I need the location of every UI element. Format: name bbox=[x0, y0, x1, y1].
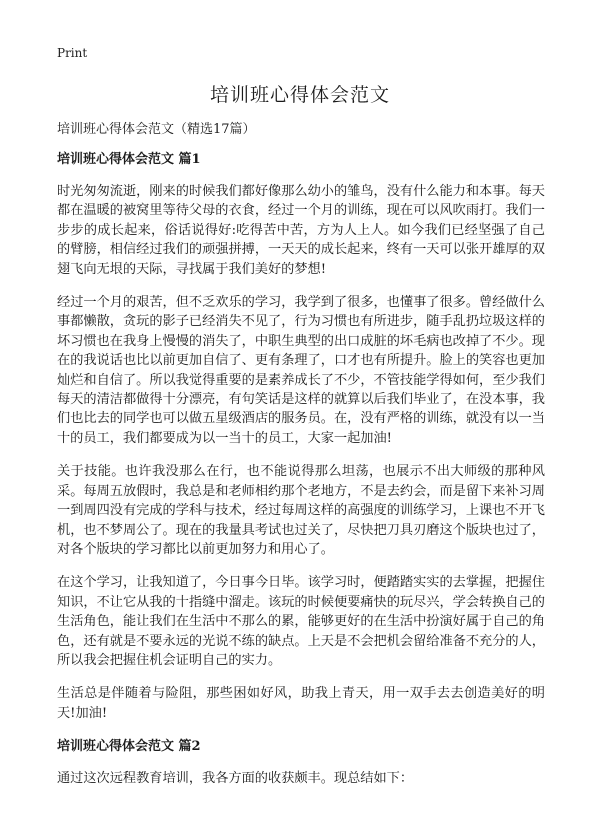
section-1-paragraph-5: 生活总是伴随着与险阻，那些困如好风，助我上青天，用一双手去去创造美好的明天!加油! bbox=[57, 686, 545, 721]
document-title: 培训班心得体会范文 bbox=[209, 84, 390, 106]
section-1-paragraph-1: 时光匆匆流逝，刚来的时候我们都好像那么幼小的雏鸟，没有什么能力和本事。每天都在温暖的被窝里等待父母的衣食，经过一个月的训练，现在可以风吹雨打。我们一步步的成长起来，俗话说得好:吃得苦中苦，方为人上人。如今我们已经坚强了自己的臂膀，相信经过我们的顽强拼搏，一天天的成长起来，终有一天可以张开雄厚的双翅飞向无垠的天际，寻找属于我们美好的梦想! bbox=[57, 184, 545, 277]
section-1-paragraph-2: 经过一个月的艰苦，但不乏欢乐的学习，我学到了很多，也懂事了很多。曾经做什么事都懒散，贪玩的影子已经消失不见了，行为习惯也有所进步，随手乱扔垃圾这样的坏习惯也在我身上慢慢的消失了，中职生典型的出口成脏的坏毛病也改掉了不少。现在的我说话也比以前更加自信了、更有条理了，口才也有所提升。脸上的笑容也更加灿烂和自信了。所以我觉得重要的是素养成长了不少，不管技能学得如何，至少我们每天的清洁都做得十分漂亮，有句笑话是这样的就算以后我们毕业了，在没本事，我们也比去的同学也可以做五星级酒店的服务员。在，没有严格的训练，就没有以一当十的员工，我们都要成为以一当十的员工，大家一起加油! bbox=[57, 295, 545, 446]
document-subtitle: 培训班心得体会范文（精选17篇） bbox=[57, 122, 256, 137]
section-1-paragraph-4: 在这个学习，让我知道了，今日事今日毕。该学习时，便踏踏实实的去掌握，把握住知识，不让它从我的十指缝中溜走。该玩的时候便要痛快的玩尽兴，学会转换自己的生活角色，能让我们在生活中不那么的累，能够更好的在生活中扮演好属于自己的角色，还有就是不要永远的光说不练的缺点。上天是不会把机会留给准备不充分的人，所以我会把握住机会证明自己的实力。 bbox=[57, 575, 545, 668]
section-heading-2: 培训班心得体会范文 篇2 bbox=[57, 739, 201, 755]
section-heading-1: 培训班心得体会范文 篇1 bbox=[57, 152, 201, 167]
section-1-paragraph-3: 关于技能。也许我没那么在行，也不能说得那么坦荡，也展示不出大师级的那种风采。每周五放假时，我总是和老师相约那个老地方，不是去约会，而是留下来补习周一到周四没有完成的学科与技术，经过每周这样的高强度的训练学习，上课也不开飞机，也不梦周公了。现在的我量具考试也过关了，尽快把刀具刃磨这个版块也过了，对各个版块的学习都比以前更加努力和用心了。 bbox=[57, 464, 545, 557]
document-body bbox=[57, 120, 545, 803]
print-link[interactable]: Print bbox=[57, 46, 88, 60]
section-2-paragraph-1: 通过这次远程教育培训，我各方面的收获颇丰。现总结如下： bbox=[57, 771, 414, 787]
